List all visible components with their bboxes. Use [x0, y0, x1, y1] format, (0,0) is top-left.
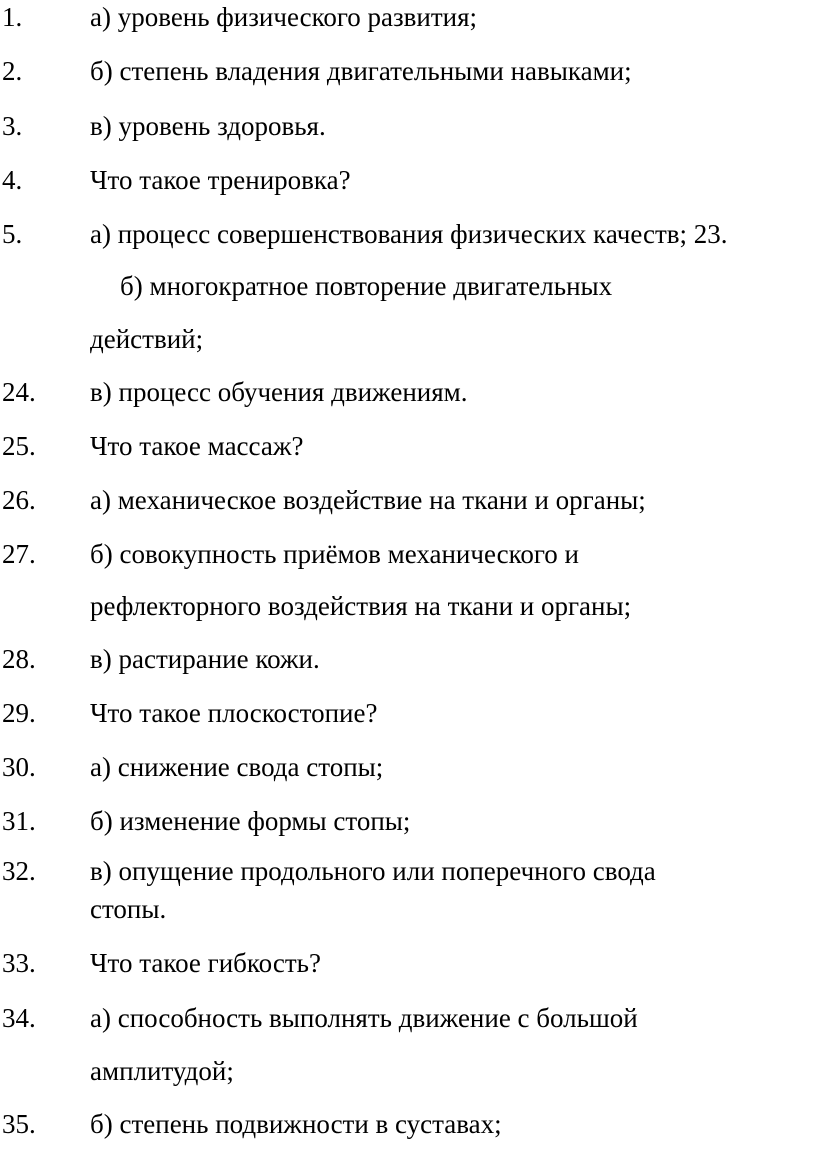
item-text: а) процесс совершенствования физических качеств; 23. [90, 219, 728, 249]
item-number: 1. [2, 2, 23, 32]
item-text: Что такое плоскостопие? [90, 698, 378, 728]
item-text: б) степень владения двигательными навыками; [90, 56, 632, 86]
item-text-continued: рефлекторного воздействия на ткани и органы; [90, 591, 632, 621]
item-number: 5. [2, 219, 23, 249]
item-text: в) уровень здоровья. [90, 111, 326, 141]
item-number: 35. [2, 1109, 36, 1139]
item-text-continued: амплитудой; [90, 1056, 234, 1086]
item-number: 2. [2, 56, 23, 86]
item-text: Что такое массаж? [90, 431, 304, 461]
item-text: Что такое гибкость? [90, 948, 321, 978]
item-text: в) процесс обучения движениям. [90, 377, 468, 407]
item-number: 30. [2, 752, 36, 782]
item-text: б) совокупность приёмов механического и [90, 539, 579, 569]
item-text: а) снижение свода стопы; [90, 752, 384, 782]
item-number: 3. [2, 111, 23, 141]
item-text: а) уровень физического развития; [90, 2, 478, 32]
item-number: 28. [2, 644, 36, 674]
item-text-continued: действий; [90, 324, 204, 354]
item-text-continued: б) многократное повторение двигательных [120, 271, 613, 301]
item-number: 33. [2, 948, 36, 978]
item-number: 29. [2, 698, 36, 728]
item-text-continued: стопы. [90, 894, 167, 924]
item-text: б) изменение формы стопы; [90, 806, 411, 836]
item-number: 26. [2, 485, 36, 515]
item-text: а) механическое воздействие на ткани и органы; [90, 485, 646, 515]
item-text: в) опущение продольного или поперечного свода [90, 856, 656, 886]
item-text: а) способность выполнять движение с большой [90, 1003, 638, 1033]
item-number: 25. [2, 431, 36, 461]
item-number: 31. [2, 806, 36, 836]
item-number: 27. [2, 539, 36, 569]
item-number: 4. [2, 165, 23, 195]
item-text: б) степень подвижности в суставах; [90, 1109, 502, 1139]
item-number: 34. [2, 1003, 36, 1033]
item-text: в) растирание кожи. [90, 644, 320, 674]
item-number: 32. [2, 856, 36, 886]
item-number: 24. [2, 377, 36, 407]
item-text: Что такое тренировка? [90, 165, 351, 195]
